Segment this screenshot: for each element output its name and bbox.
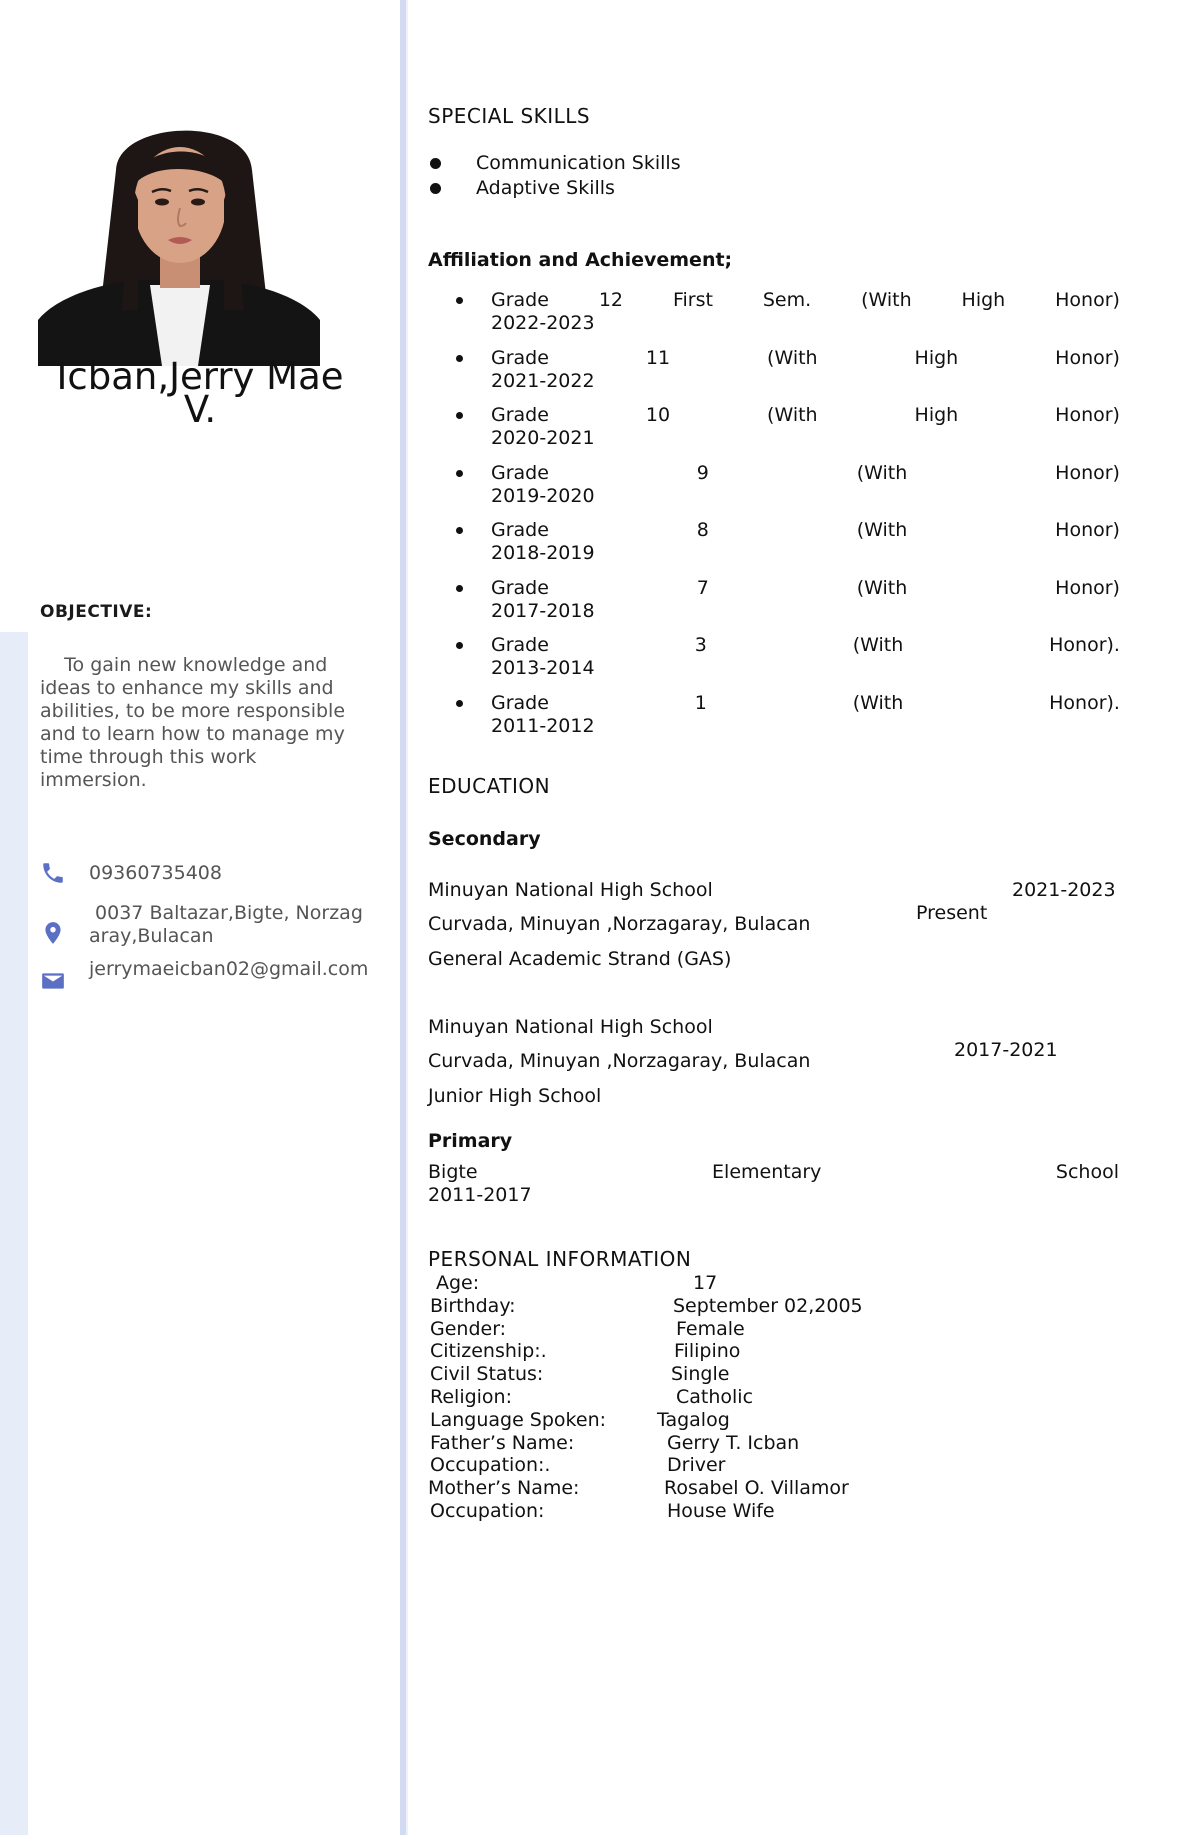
personal-info-label: Occupation: <box>430 1500 545 1522</box>
skill-label: Communication Skills <box>476 152 681 174</box>
objective-text <box>40 654 365 792</box>
bullet-icon <box>456 700 463 707</box>
achievement-word: Sem. <box>762 289 812 311</box>
achievement-word: 9 <box>696 462 709 484</box>
achievement-word: (With <box>852 692 904 714</box>
senior-school-name: Minuyan National High School <box>428 879 713 901</box>
achievement-title <box>491 634 1120 657</box>
achievement-title <box>491 404 1120 427</box>
achievement-word: Honor). <box>1049 634 1120 656</box>
bullet-icon <box>456 412 463 419</box>
achievement-title <box>491 289 1120 312</box>
personal-info-value: Single <box>671 1363 730 1385</box>
achievement-word: High <box>961 289 1006 311</box>
senior-school-address: Curvada, Minuyan ,Norzagaray, Bulacan <box>428 913 811 935</box>
achievement-title <box>491 519 1120 542</box>
achievement-years: 2021-2022 <box>491 370 595 392</box>
achievement-word: Grade <box>491 692 549 714</box>
senior-status: Present <box>916 902 988 924</box>
education-heading: EDUCATION <box>428 774 551 798</box>
achievement-word: 7 <box>696 577 709 599</box>
bullet-icon <box>456 470 463 477</box>
personal-info-heading: PERSONAL INFORMATION <box>428 1247 692 1271</box>
achievement-word: 10 <box>645 404 671 426</box>
email-address[interactable]: jerrymaeicban02@gmail.com <box>89 958 369 980</box>
personal-info-value: 17 <box>693 1272 718 1294</box>
achievement-word: (With <box>856 462 908 484</box>
personal-info-value: House Wife <box>667 1500 775 1522</box>
skill-label: Adaptive Skills <box>476 177 615 199</box>
junior-school-name: Minuyan National High School <box>428 1016 713 1038</box>
achievement-word: Honor) <box>1055 404 1120 426</box>
achievement-word: Grade <box>491 462 549 484</box>
personal-info-label: Age: <box>436 1272 480 1294</box>
achievement-word: 12 <box>598 289 624 311</box>
achievement-word: (With <box>856 577 908 599</box>
personal-info-label: Birthday: <box>430 1295 516 1317</box>
achievement-years: 2018-2019 <box>491 542 595 564</box>
achievement-title <box>491 462 1120 485</box>
senior-years: 2021-2023 <box>1012 879 1116 901</box>
achievement-word: Honor) <box>1055 462 1120 484</box>
primary-school-line <box>428 1161 1119 1183</box>
primary-years: 2011-2017 <box>428 1184 532 1206</box>
achievement-word: First <box>672 289 713 311</box>
junior-years: 2017-2021 <box>954 1039 1058 1061</box>
achievement-word: (With <box>852 634 904 656</box>
personal-info-value: Filipino <box>674 1340 741 1362</box>
special-skills-heading: SPECIAL SKILLS <box>428 104 591 128</box>
personal-info-label: Occupation:. <box>430 1454 551 1476</box>
personal-info-label: Citizenship:. <box>430 1340 547 1362</box>
achievement-word: Honor) <box>1055 519 1120 541</box>
personal-info-value: September 02,2005 <box>673 1295 863 1317</box>
achievement-word: High <box>914 404 959 426</box>
achievement-years: 2020-2021 <box>491 427 595 449</box>
personal-info-value: Rosabel O. Villamor <box>664 1477 849 1499</box>
achievement-word: Grade <box>491 347 549 369</box>
personal-info-value: Female <box>676 1318 745 1340</box>
personal-info-label: Gender: <box>430 1318 507 1340</box>
secondary-heading: Secondary <box>428 828 541 850</box>
achievement-title <box>491 577 1120 600</box>
phone-icon <box>40 860 66 886</box>
achievement-title <box>491 692 1120 715</box>
objective-heading: OBJECTIVE: <box>40 602 153 622</box>
achievement-word: (With <box>861 289 912 311</box>
mail-icon <box>40 968 66 994</box>
achievement-word: (With <box>856 519 908 541</box>
achievement-word: (With <box>767 404 818 426</box>
personal-info-label: Religion: <box>430 1386 513 1408</box>
objective-body: To gain new knowledge and ideas to enhance my skills and abilities, to be more responsible and to learn how to manage my time through this work immersion. <box>40 654 346 791</box>
personal-info-value: Tagalog <box>657 1409 730 1431</box>
primary-heading: Primary <box>428 1130 513 1152</box>
achievement-word: Grade <box>491 289 549 311</box>
achievement-word: Grade <box>491 519 549 541</box>
achievement-word: Honor). <box>1049 692 1120 714</box>
address-text <box>89 902 374 948</box>
personal-info-label: Civil Status: <box>430 1363 544 1385</box>
column-divider-edge <box>406 0 408 1835</box>
phone-number[interactable]: 09360735408 <box>89 862 222 884</box>
personal-info-label: Language Spoken: <box>430 1409 607 1431</box>
left-accent-band <box>0 632 28 1835</box>
bullet-icon <box>456 585 463 592</box>
achievement-word: 3 <box>694 634 707 656</box>
personal-info-label: Father’s Name: <box>430 1432 575 1454</box>
bullet-icon <box>456 297 463 304</box>
achievement-word: 8 <box>696 519 709 541</box>
primary-word: Bigte <box>428 1161 478 1183</box>
achievement-years: 2011-2012 <box>491 715 595 737</box>
achievement-word: Honor) <box>1055 577 1120 599</box>
bullet-icon <box>456 355 463 362</box>
achievement-word: 11 <box>645 347 671 369</box>
bullet-icon <box>430 158 441 169</box>
achievement-word: Honor) <box>1055 289 1120 311</box>
profile-photo <box>38 110 320 366</box>
achievement-years: 2022-2023 <box>491 312 595 334</box>
achievement-word: High <box>914 347 959 369</box>
personal-info-value: Gerry T. Icban <box>667 1432 800 1454</box>
full-name: Icban,Jerry Mae V. <box>56 355 344 431</box>
achievement-word: 1 <box>694 692 707 714</box>
senior-strand: General Academic Strand (GAS) <box>428 948 732 970</box>
achievement-years: 2013-2014 <box>491 657 595 679</box>
location-pin-icon <box>40 920 66 946</box>
junior-level: Junior High School <box>428 1085 602 1107</box>
primary-word: Elementary <box>712 1161 822 1183</box>
achievement-word: Honor) <box>1055 347 1120 369</box>
achievement-years: 2019-2020 <box>491 485 595 507</box>
achievement-word: (With <box>767 347 818 369</box>
achievement-word: Grade <box>491 577 549 599</box>
address-value: 0037 Baltazar,Bigte, Norzagaray,Bulacan <box>89 902 363 947</box>
bullet-icon <box>456 527 463 534</box>
bullet-icon <box>456 642 463 649</box>
achievement-title <box>491 347 1120 370</box>
primary-word: School <box>1055 1161 1119 1183</box>
personal-info-label: Mother’s Name: <box>428 1477 580 1499</box>
bullet-icon <box>430 183 441 194</box>
personal-info-value: Driver <box>667 1454 726 1476</box>
achievement-heading: Affiliation and Achievement; <box>428 249 733 271</box>
achievement-word: Grade <box>491 634 549 656</box>
junior-school-address: Curvada, Minuyan ,Norzagaray, Bulacan <box>428 1050 811 1072</box>
achievement-years: 2017-2018 <box>491 600 595 622</box>
achievement-word: Grade <box>491 404 549 426</box>
personal-info-value: Catholic <box>676 1386 754 1408</box>
